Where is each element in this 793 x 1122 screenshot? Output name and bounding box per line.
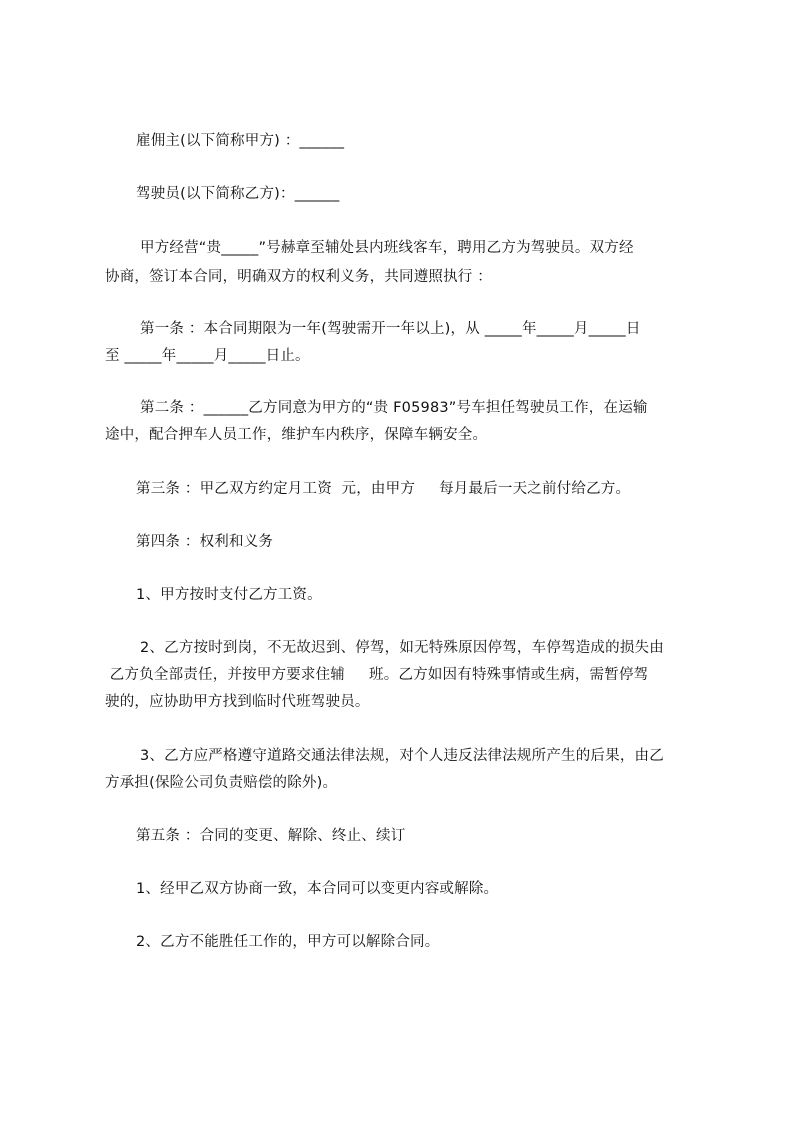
article-3: 第三条 ：甲乙双方约定月工资 元，由甲方 每月最后一天之前付给乙方。 (136, 481, 631, 497)
article-4-heading: 第四条 ：权利和义务 (136, 534, 274, 550)
article-5-item-1: 1、经甲乙双方协商一致，本合同可以变更内容或解除。 (136, 881, 499, 897)
employer-line: 雇佣主(以下简称甲方) ：______ (136, 133, 345, 149)
intro-line-1: 甲方经营“贵_____”号赫章至辅处县内班线客车，聘用乙方为驾驶员。双方经 (140, 240, 634, 256)
article-4-item-2-line-1: 2、乙方按时到岗，不无故迟到、停驾，如无特殊原因停驾，车停驾造成的损失由 (140, 640, 664, 656)
article-4-item-3-line-2: 方承担(保险公司负责赔偿的除外)。 (105, 775, 338, 791)
article-2-line-1: 第二条 ：______乙方同意为甲方的“贵 F05983”号车担任驾驶员工作，在运输 (140, 400, 648, 416)
article-5-item-2: 2、乙方不能胜任工作的，甲方可以解除合同。 (136, 934, 440, 950)
article-5-heading: 第五条 ：合同的变更、解除、终止、续订 (136, 828, 406, 844)
article-2-line-2: 途中，配合押车人员工作，维护车内秩序，保障车辆安全。 (105, 427, 488, 443)
article-4-item-2-line-2: 乙方负全部责任，并按甲方要求住辅 班。乙方如因有特殊事情或生病，需暂停驾 (105, 667, 649, 683)
intro-line-2: 协商，签订本合同，明确双方的权利义务，共同遵照执行 ： (105, 269, 493, 285)
article-4-item-2-line-3: 驶的，应协助甲方找到临时代班驾驶员。 (105, 694, 370, 710)
article-4-item-3-line-1: 3、乙方应严格遵守道路交通法律法规，对个人违反法律法规所产生的后果，由乙 (140, 748, 664, 764)
article-1-line-2: 至 _____年_____月_____日止。 (105, 348, 310, 364)
driver-line: 驾驶员(以下简称乙方)：______ (136, 186, 340, 202)
article-1-line-1: 第一条 ：本合同期限为一年(驾驶需开一年以上)，从 _____年_____月_____日 (140, 321, 641, 337)
article-4-item-1: 1、甲方按时支付乙方工资。 (136, 587, 322, 603)
